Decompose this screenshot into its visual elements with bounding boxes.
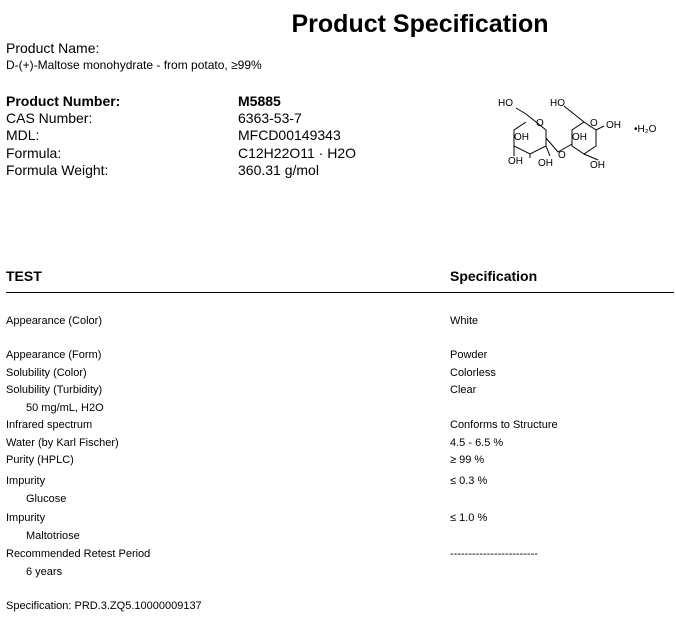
- test-header: TEST: [6, 268, 42, 284]
- struct-label: HO: [550, 98, 565, 109]
- test-cell: Glucose: [26, 493, 67, 505]
- test-cell: Impurity: [6, 512, 46, 524]
- struct-label: O: [558, 150, 566, 161]
- formula-weight-label: Formula Weight:: [6, 162, 109, 178]
- spec-cell: ≥ 99 %: [450, 454, 485, 466]
- cas-number-value: 6363-53-7: [238, 110, 302, 126]
- formula-weight-value: 360.31 g/mol: [238, 162, 319, 178]
- test-cell: Impurity: [6, 475, 46, 487]
- spec-cell: Colorless: [450, 367, 496, 379]
- test-cell: Appearance (Form): [6, 349, 102, 361]
- spec-cell: Clear: [450, 384, 477, 396]
- spec-cell: ≤ 0.3 %: [450, 475, 488, 487]
- formula-value: C12H22O11 · H2O: [238, 145, 357, 161]
- struct-label: OH: [508, 156, 523, 167]
- spec-header: Specification: [450, 268, 538, 284]
- spec-cell: White: [450, 315, 479, 327]
- product-number-value: M5885: [238, 93, 281, 109]
- struct-label: OH: [590, 160, 605, 171]
- specification-footer: Specification: PRD.3.ZQ5.10000009137: [6, 600, 202, 612]
- struct-label: •H₂O: [634, 124, 657, 135]
- struct-label: OH: [538, 158, 553, 169]
- struct-label: O: [590, 118, 598, 129]
- test-cell: 6 years: [26, 566, 63, 578]
- test-cell: Maltotriose: [26, 530, 80, 542]
- struct-label: OH: [606, 120, 621, 131]
- struct-label: OH: [572, 132, 587, 143]
- mdl-value: MFCD00149343: [238, 127, 341, 143]
- header-divider: [6, 292, 674, 293]
- test-cell: Infrared spectrum: [6, 419, 93, 431]
- spec-cell: 4.5 - 6.5 %: [450, 437, 504, 449]
- spec-cell: Powder: [450, 349, 488, 361]
- product-number-label: Product Number:: [6, 93, 121, 109]
- test-cell: Recommended Retest Period: [6, 548, 151, 560]
- test-cell: 50 mg/mL, H2O: [26, 402, 104, 414]
- cas-number-label: CAS Number:: [6, 110, 93, 126]
- product-name-label: Product Name:: [6, 40, 100, 56]
- formula-label: Formula:: [6, 145, 62, 161]
- test-cell: Solubility (Turbidity): [6, 384, 103, 396]
- molecule-structure-image: [488, 92, 674, 182]
- test-cell: Purity (HPLC): [6, 454, 74, 466]
- product-name-value: D-(+)-Maltose monohydrate - from potato, ≥99%: [6, 58, 262, 72]
- spec-cell: ≤ 1.0 %: [450, 512, 488, 524]
- struct-label: O: [536, 118, 544, 129]
- spec-cell: Conforms to Structure: [450, 419, 558, 431]
- test-cell: Solubility (Color): [6, 367, 87, 379]
- struct-label: OH: [514, 132, 529, 143]
- struct-label: HO: [498, 98, 513, 109]
- page-title: Product Specification: [291, 10, 549, 38]
- test-cell: Appearance (Color): [6, 315, 102, 327]
- spec-cell: ------------------------: [450, 548, 538, 560]
- test-cell: Water (by Karl Fischer): [6, 437, 119, 449]
- mdl-label: MDL:: [6, 127, 40, 143]
